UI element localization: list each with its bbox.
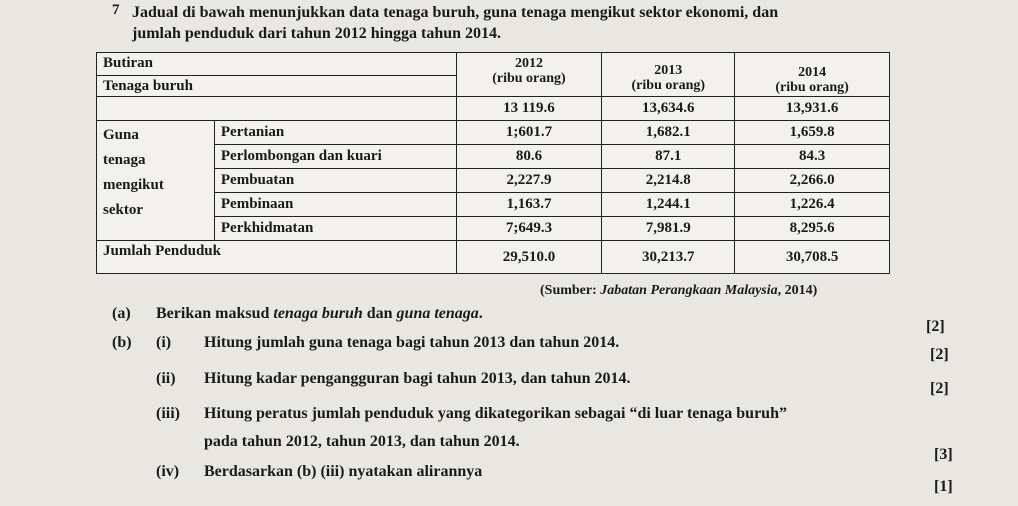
sector-value-2012: 7;649.3 [456, 217, 602, 241]
header-2014 [735, 53, 890, 97]
table-row [97, 145, 890, 169]
sector-value-2013: 1,682.1 [602, 121, 735, 145]
sector-value-2014: 2,266.0 [735, 169, 890, 193]
mark-b-iii: [3] [934, 446, 953, 463]
jumlah-penduduk-label: Jumlah Penduduk [97, 241, 457, 274]
mark-b-iv: [1] [934, 478, 953, 495]
tenaga-buruh-row [97, 97, 890, 121]
header-2014-unit: (ribu orang) [775, 80, 849, 95]
sector-name: Pembuatan [214, 169, 456, 193]
question-b-i-text: Hitung jumlah guna tenaga bagi tahun 2013 dan tahun 2014. [204, 334, 620, 351]
question-a-text [156, 305, 483, 323]
header-2013 [602, 53, 735, 97]
tenaga-buruh-2012: 13 119.6 [456, 97, 602, 121]
sector-value-2012: 1,163.7 [456, 193, 602, 217]
question-number: 7 [112, 2, 120, 18]
table-header-row [97, 53, 890, 76]
question-b-iii-label: (iii) [156, 405, 180, 422]
group-label-line: sektor [103, 202, 143, 218]
group-label-line: tenaga [103, 152, 146, 168]
header-2013-unit: (ribu orang) [631, 78, 706, 93]
source-agency: Jabatan Perangkaan Malaysia [600, 283, 778, 298]
source-suffix: , 2014) [777, 283, 818, 298]
mark-b-ii: [2] [930, 380, 949, 397]
table-row [97, 121, 890, 145]
sector-value-2013: 87.1 [602, 145, 735, 169]
header-2012 [456, 53, 602, 97]
question-b-iii-text-1: Hitung peratus jumlah penduduk yang dikategorikan sebagai “di luar tenaga buruh” [204, 405, 787, 422]
sector-value-2014: 8,295.6 [735, 217, 890, 241]
question-b-i-label: (i) [156, 334, 172, 351]
sector-value-2013: 7,981.9 [602, 217, 735, 241]
jumlah-penduduk-row [97, 241, 890, 274]
table-row [97, 193, 890, 217]
question-a-term-2: guna tenaga [396, 305, 479, 322]
sector-name: Pembinaan [214, 193, 456, 217]
jumlah-value-2012: 29,510.0 [456, 241, 602, 274]
question-a-text-2: dan [362, 305, 397, 322]
source-prefix: (Sumber: [540, 283, 601, 298]
sector-name: Pertanian [214, 121, 456, 145]
header-2014-year: 2014 [798, 65, 827, 80]
sector-value-2014: 84.3 [735, 145, 890, 169]
header-2012-unit: (ribu orang) [492, 71, 566, 86]
header-butiran: Butiran [97, 53, 457, 76]
sector-name: Perkhidmatan [214, 217, 456, 241]
question-b-ii-label: (ii) [156, 370, 176, 387]
sector-value-2012: 80.6 [456, 145, 602, 169]
table-source [540, 283, 817, 299]
sector-group-label [97, 121, 215, 241]
intro-line-2: jumlah penduduk dari tahun 2012 hingga tahun 2014. [132, 25, 502, 42]
group-label-line: mengikut [103, 177, 164, 193]
question-a-text-1: Berikan maksud [156, 305, 274, 322]
sector-value-2013: 2,214.8 [602, 169, 735, 193]
question-intro [132, 2, 932, 44]
question-b-ii-text: Hitung kadar pengangguran bagi tahun 2013, dan tahun 2014. [204, 370, 631, 387]
tenaga-buruh-2013: 13,634.6 [602, 97, 735, 121]
question-b-iv-text: Berdasarkan (b) (iii) nyatakan alirannya [204, 463, 483, 480]
jumlah-value-2014: 30,708.5 [735, 241, 890, 274]
question-a-label: (a) [112, 305, 131, 322]
question-b-label: (b) [112, 334, 132, 351]
labour-data-table [96, 52, 890, 274]
mark-b-i: [2] [930, 346, 949, 363]
intro-line-1: Jadual di bawah menunjukkan data tenaga buruh, guna tenaga mengikut sektor ekonomi, dan [132, 4, 779, 21]
sector-name: Perlombongan dan kuari [214, 145, 456, 169]
sector-value-2012: 1;601.7 [456, 121, 602, 145]
header-2013-year: 2013 [654, 63, 683, 78]
header-2012-year: 2012 [514, 56, 543, 71]
question-a-term-1: tenaga buruh [273, 305, 363, 322]
sector-value-2014: 1,226.4 [735, 193, 890, 217]
tenaga-buruh-label: Tenaga buruh [97, 76, 457, 97]
question-b-iii-text-2: pada tahun 2012, tahun 2013, dan tahun 2014. [204, 433, 520, 450]
question-a-text-3: . [478, 305, 483, 322]
sector-value-2013: 1,244.1 [602, 193, 735, 217]
group-label-line: Guna [103, 127, 139, 143]
question-b-iv-label: (iv) [156, 463, 180, 480]
tenaga-buruh-spacer [97, 97, 457, 121]
table-row [97, 217, 890, 241]
table-row [97, 169, 890, 193]
sector-value-2012: 2,227.9 [456, 169, 602, 193]
mark-a: [2] [926, 318, 945, 335]
jumlah-value-2013: 30,213.7 [602, 241, 735, 274]
tenaga-buruh-2014: 13,931.6 [735, 97, 890, 121]
sector-value-2014: 1,659.8 [735, 121, 890, 145]
